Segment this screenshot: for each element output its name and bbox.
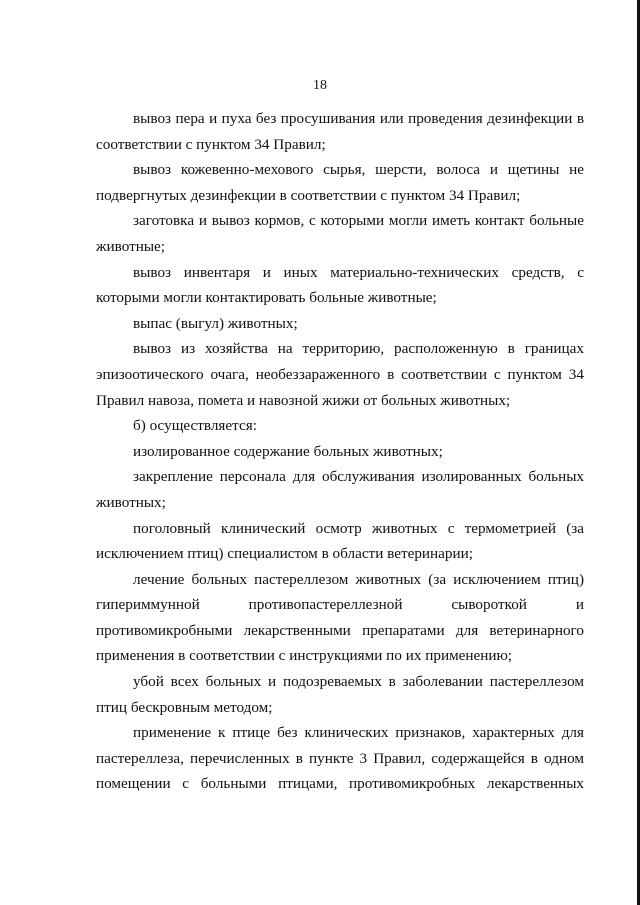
paragraph: изолированное содержание больных животных; xyxy=(133,442,443,460)
page-number: 18 xyxy=(313,78,327,93)
paragraph: б) осуществляется: xyxy=(133,417,257,435)
paragraph: применение к птице без клинических признаков, характерных для пастереллеза, перечисленных в пункте 3 Правил, содержащейся в одном помещении с больными птицами, противомикробных лекарственных xyxy=(96,724,584,793)
paragraph: поголовный клинический осмотр животных с термометрией (за исключением птиц) специалистом в области ветеринарии; xyxy=(96,519,584,563)
document-body xyxy=(96,106,584,797)
paragraph: выпас (выгул) животных; xyxy=(133,314,298,332)
paragraph: лечение больных пастереллезом животных (за исключением птиц) гипериммунной противопастереллезной сывороткой и противомикробными лекарственными препаратами для ветеринарного применения в соответствии с инструкциями по их применению; xyxy=(96,570,584,665)
paragraph: закрепление персонала для обслуживания изолированных больных животных; xyxy=(96,468,584,511)
paragraph: вывоз из хозяйства на территорию, расположенную в границах эпизоотического очага, необеззараженного в соответствии с пунктом 34 Правил навоза, помета и навозной жижи от больных животных; xyxy=(96,340,584,409)
paragraph: вывоз инвентаря и иных материально-технических средств, с которыми могли контактировать больные животные; xyxy=(96,263,584,307)
paragraph: убой всех больных и подозреваемых в заболевании пастереллезом птиц бескровным методом; xyxy=(96,673,584,716)
paragraph: вывоз пера и пуха без просушивания или проведения дезинфекции в соответствии с пунктом 34 Правил; xyxy=(96,110,584,153)
paragraph: вывоз кожевенно-мехового сырья, шерсти, волоса и щетины не подвергнутых дезинфекции в соответствии с пунктом 34 Правил; xyxy=(96,161,584,204)
paragraph: заготовка и вывоз кормов, с которыми могли иметь контакт больные животные; xyxy=(96,212,584,255)
